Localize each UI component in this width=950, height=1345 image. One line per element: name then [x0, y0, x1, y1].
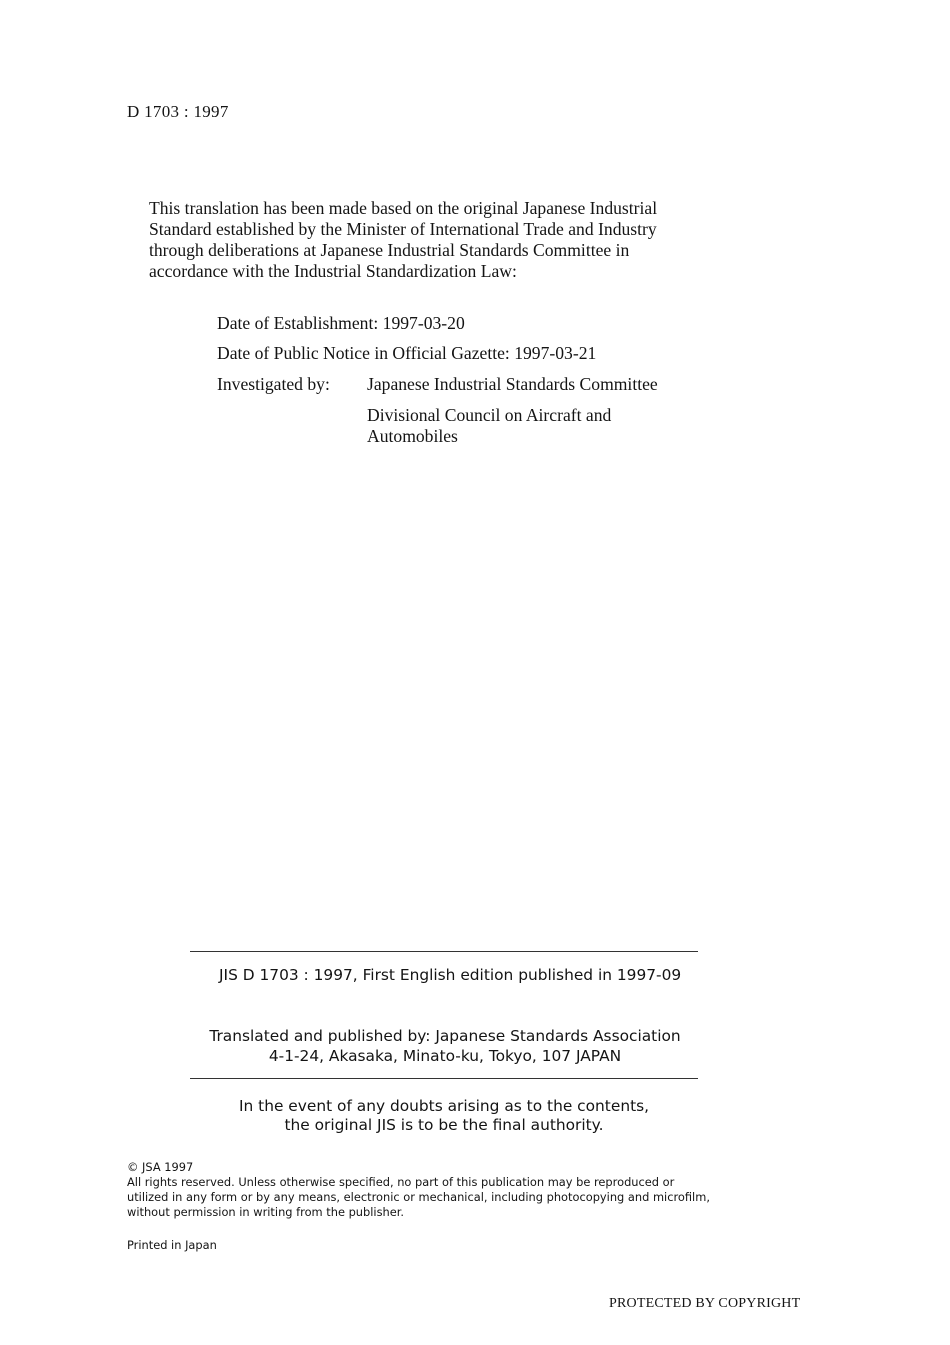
investigated-line: Automobiles [367, 426, 458, 446]
intro-line: Standard established by the Minister of International Trade and Industry [149, 219, 657, 239]
authority-line: In the event of any doubts arising as to the contents, [238, 1097, 650, 1115]
legal-notice [127, 1160, 787, 1220]
publisher-block [190, 1026, 700, 1066]
edition-statement: JIS D 1703 : 1997, First English edition published in 1997-09 [219, 966, 682, 984]
copyright-watermark: PROTECTED BY COPYRIGHT [609, 1296, 801, 1311]
investigated-by-value [367, 374, 658, 447]
publisher-address: 4-1-24, Akasaka, Minato-ku, Tokyo, 107 JAPAN [268, 1047, 622, 1065]
establishment-label: Date of Establishment: [217, 313, 379, 333]
rights-line: utilized in any form or by any means, electronic or mechanical, including photocopying and microfilm, [127, 1190, 710, 1204]
public-notice-label: Date of Public Notice in Official Gazette: [217, 343, 510, 363]
public-notice-row [217, 343, 596, 364]
investigated-label: Investigated by: [217, 374, 330, 394]
authority-line: the original JIS is to be the final authority. [284, 1116, 604, 1134]
investigated-line: Divisional Council on Aircraft and [367, 405, 612, 425]
establishment-value: 1997-03-20 [382, 313, 465, 333]
investigated-by-row [217, 374, 330, 395]
public-notice-value: 1997-03-21 [514, 343, 597, 363]
copyright-line: © JSA 1997 [127, 1160, 194, 1174]
intro-paragraph [149, 198, 789, 282]
authority-notice [190, 1097, 698, 1135]
establishment-date-row [217, 313, 465, 334]
bottom-divider [190, 1078, 698, 1079]
intro-line: through deliberations at Japanese Industrial Standards Committee in [149, 240, 630, 260]
publisher-line: Translated and published by: Japanese Standards Association [209, 1027, 681, 1045]
top-divider [190, 951, 698, 952]
printed-in: Printed in Japan [127, 1238, 217, 1252]
rights-line: without permission in writing from the publisher. [127, 1205, 405, 1219]
intro-line: accordance with the Industrial Standardization Law: [149, 261, 517, 281]
document-id: D 1703 : 1997 [127, 102, 229, 121]
investigated-line: Japanese Industrial Standards Committee [367, 374, 658, 394]
rights-line: All rights reserved. Unless otherwise specified, no part of this publication may be reproduced or [127, 1175, 675, 1189]
intro-line: This translation has been made based on the original Japanese Industrial [149, 198, 658, 218]
